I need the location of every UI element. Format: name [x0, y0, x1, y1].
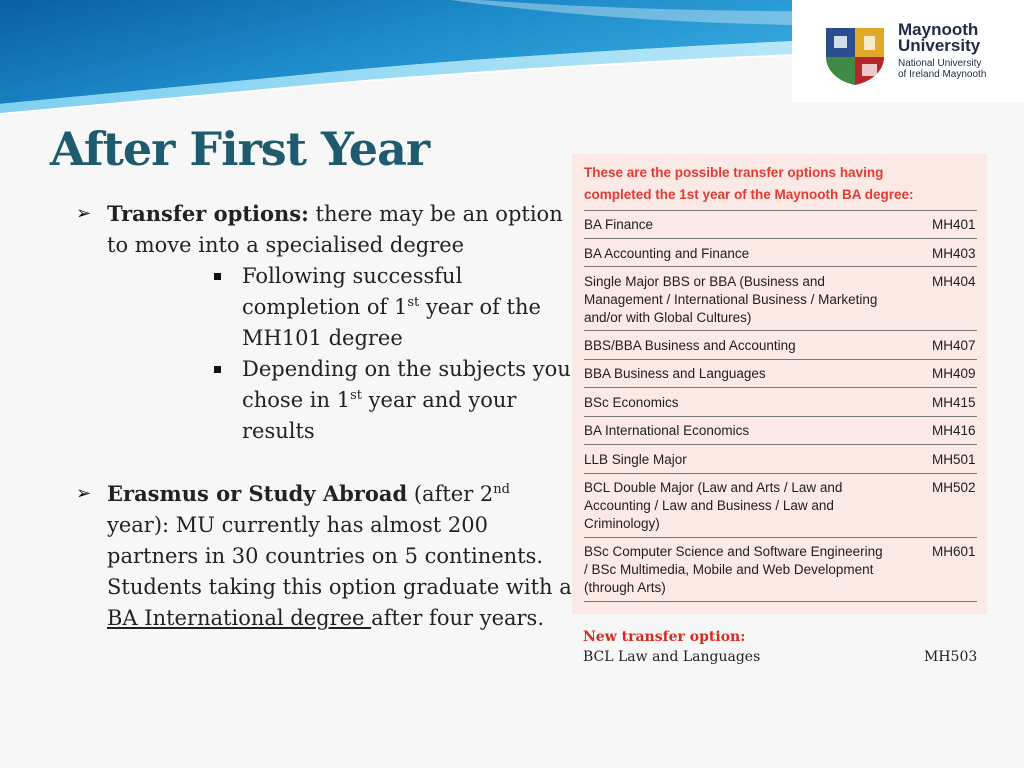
- divider: [584, 387, 977, 388]
- row-code: MH403: [932, 246, 976, 261]
- table-row: BA Finance: [584, 217, 654, 232]
- table-row: BA Accounting and Finance: [584, 246, 750, 261]
- table-row: LLB Single Major: [584, 452, 687, 467]
- row-code: MH401: [932, 217, 976, 232]
- crest-icon: [822, 22, 888, 86]
- list-item: Depending on the subjects you chose in 1st year and your results: [242, 354, 574, 447]
- bullet-transfer-options: [74, 198, 574, 447]
- erasmus-label: Erasmus or Study Abroad: [107, 481, 408, 506]
- divider: [584, 266, 977, 267]
- divider: [584, 330, 977, 331]
- table-header: These are the possible transfer options having completed the 1st year of the Maynooth BA degree:: [584, 165, 914, 202]
- arrow-bullet-icon: ➢: [76, 203, 92, 224]
- table-row: BSc Computer Science and Software Engineering / BSc Multimedia, Mobile and Web Development (through Arts): [584, 544, 883, 595]
- row-code: MH407: [932, 338, 976, 353]
- square-bullet-icon: [214, 273, 221, 280]
- transfer-options-table: [572, 154, 987, 614]
- university-logo: [792, 0, 1024, 102]
- table-row: BBA Business and Languages: [584, 366, 766, 381]
- divider: [584, 473, 977, 474]
- transfer-text: there may be an option to move into a specialised degree: [107, 202, 563, 257]
- new-option-label: New transfer option:: [583, 629, 746, 645]
- table-row: BCL Double Major (Law and Arts / Law and Accounting / Law and Business / Law and Criminology): [584, 480, 843, 531]
- divider: [584, 601, 977, 602]
- row-code: MH501: [932, 452, 976, 467]
- square-bullet-icon: [214, 366, 221, 373]
- row-code: MH601: [932, 544, 976, 559]
- table-row: Single Major BBS or BBA (Business and Management / International Business / Marketing and/or with Global Cultures): [584, 274, 878, 325]
- transfer-sub-list: [107, 261, 574, 447]
- divider: [584, 210, 977, 211]
- arrow-bullet-icon: ➢: [76, 483, 92, 504]
- divider: [584, 444, 977, 445]
- divider: [584, 238, 977, 239]
- page-title: After First Year: [50, 122, 430, 176]
- logo-name: Maynooth University: [898, 20, 981, 55]
- divider: [584, 537, 977, 538]
- table-row: BSc Economics: [584, 395, 679, 410]
- divider: [584, 359, 977, 360]
- new-option-name: BCL Law and Languages: [583, 649, 761, 665]
- content-list: [74, 198, 574, 634]
- logo-subtitle: National University of Ireland Maynooth: [898, 58, 987, 80]
- row-code: MH502: [932, 480, 976, 495]
- new-option-code: MH503: [924, 649, 978, 665]
- row-code: MH409: [932, 366, 976, 381]
- row-code: MH416: [932, 423, 976, 438]
- ba-international-link[interactable]: BA International degree: [107, 606, 372, 630]
- table-row: BBS/BBA Business and Accounting: [584, 338, 796, 353]
- list-item: Following successful completion of 1st year of the MH101 degree: [242, 261, 574, 354]
- divider: [584, 416, 977, 417]
- row-code: MH415: [932, 395, 976, 410]
- bullet-erasmus: ➢ Erasmus or Study Abroad (after 2nd year): MU currently has almost 200 partners in 30 countries on 5 continents. Students taking this option graduate with a BA International degree after four years.: [74, 478, 574, 634]
- transfer-label: Transfer options:: [107, 201, 309, 226]
- row-code: MH404: [932, 274, 976, 289]
- table-row: BA International Economics: [584, 423, 750, 438]
